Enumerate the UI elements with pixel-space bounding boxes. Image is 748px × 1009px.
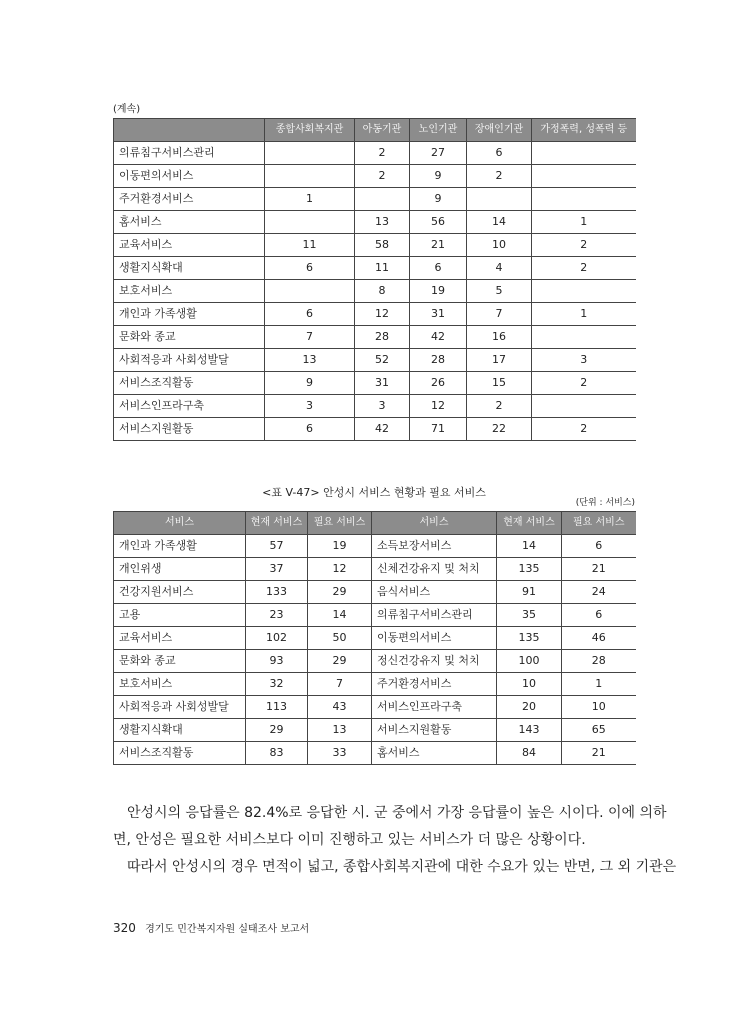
table-cell: 13: [308, 719, 372, 742]
row-label: 개인과 가족생활: [114, 303, 265, 326]
table-cell: 12: [355, 303, 410, 326]
table-cell: 12: [308, 558, 372, 581]
table-cell: [532, 165, 636, 188]
row-label: 문화와 종교: [114, 326, 265, 349]
table-cell: 57: [246, 535, 308, 558]
table-cell: 102: [246, 627, 308, 650]
paragraph-line-1: 안성시의 응답률은 82.4%로 응답한 시. 군 중에서 가장 응답률이 높은 시이다. 이에 의하: [127, 805, 667, 821]
table-cell: 42: [355, 418, 410, 441]
table-cell: 2: [532, 257, 636, 280]
table-cell: 13: [265, 349, 355, 372]
table-cell: [265, 142, 355, 165]
row-label: 개인과 가족생활: [114, 535, 246, 558]
table-cell: 2: [532, 372, 636, 395]
continued-label: (계속): [113, 104, 141, 115]
table-row: [114, 742, 636, 765]
table-cell: [532, 142, 636, 165]
table-cell: 58: [355, 234, 410, 257]
table-cell: 21: [562, 558, 636, 581]
table-row: [114, 604, 636, 627]
table-cell: 65: [562, 719, 636, 742]
column-header: 서비스: [114, 512, 246, 535]
table-cell: 42: [410, 326, 467, 349]
table-cell: 2: [467, 395, 532, 418]
table-cell: [467, 188, 532, 211]
row-label: 이동편의서비스: [114, 165, 265, 188]
table-cell: 133: [246, 581, 308, 604]
table-row: [114, 165, 636, 188]
table-unit: (단위 : 서비스): [575, 498, 635, 508]
table-cell: 56: [410, 211, 467, 234]
table-cell: [532, 395, 636, 418]
table-cell: 19: [308, 535, 372, 558]
row-label: 고용: [114, 604, 246, 627]
table-header-row: [114, 119, 636, 142]
row-label: 서비스인프라구축: [372, 696, 497, 719]
table-cell: 14: [467, 211, 532, 234]
row-label: 서비스조직활동: [114, 372, 265, 395]
table-cell: 14: [497, 535, 562, 558]
table-cell: 46: [562, 627, 636, 650]
row-label: 이동편의서비스: [372, 627, 497, 650]
table-header-row: [114, 512, 636, 535]
table-cell: [265, 165, 355, 188]
table-cell: 3: [355, 395, 410, 418]
row-label: 서비스조직활동: [114, 742, 246, 765]
table-cell: [265, 280, 355, 303]
paragraph-line-3: 따라서 안성시의 경우 면적이 넓고, 종합사회복지관에 대한 수요가 있는 반면, 그 외 기관은: [127, 859, 677, 875]
column-header: 가정폭력, 성폭력 등: [532, 119, 636, 142]
table-cell: 1: [265, 188, 355, 211]
table-cell: 28: [410, 349, 467, 372]
table-cell: 50: [308, 627, 372, 650]
table-row: [114, 303, 636, 326]
table-cell: 43: [308, 696, 372, 719]
table-row: [114, 211, 636, 234]
table-cell: 6: [562, 604, 636, 627]
table-cell: 71: [410, 418, 467, 441]
table-cell: 2: [532, 234, 636, 257]
table-cell: 6: [265, 418, 355, 441]
column-header: 현재 서비스: [497, 512, 562, 535]
column-header: 아동기관: [355, 119, 410, 142]
row-label: 음식서비스: [372, 581, 497, 604]
table-cell: 27: [410, 142, 467, 165]
table-cell: 32: [246, 673, 308, 696]
table-row: [114, 188, 636, 211]
row-label: 신체건강유지 및 처치: [372, 558, 497, 581]
table-row: [114, 627, 636, 650]
row-label: 보호서비스: [114, 673, 246, 696]
table-cell: 20: [497, 696, 562, 719]
table-cell: 13: [355, 211, 410, 234]
table-cell: 14: [308, 604, 372, 627]
table-cell: 29: [308, 650, 372, 673]
table-cell: 16: [467, 326, 532, 349]
table-cell: 29: [308, 581, 372, 604]
table-cell: 1: [532, 211, 636, 234]
table-cell: 9: [410, 188, 467, 211]
anseong-services-table: [113, 511, 636, 765]
table-row: [114, 535, 636, 558]
table-cell: 3: [532, 349, 636, 372]
table-cell: 143: [497, 719, 562, 742]
row-label: 교육서비스: [114, 627, 246, 650]
table-cell: 2: [467, 165, 532, 188]
table-row: [114, 581, 636, 604]
table-cell: 9: [265, 372, 355, 395]
table-cell: 21: [410, 234, 467, 257]
table-cell: 135: [497, 558, 562, 581]
row-label: 홈서비스: [114, 211, 265, 234]
table-cell: 8: [355, 280, 410, 303]
column-header: 필요 서비스: [308, 512, 372, 535]
column-header: [114, 119, 265, 142]
table-cell: [532, 326, 636, 349]
table-cell: 28: [562, 650, 636, 673]
table-row: [114, 650, 636, 673]
row-label: 소득보장서비스: [372, 535, 497, 558]
row-label: 문화와 종교: [114, 650, 246, 673]
table-cell: 35: [497, 604, 562, 627]
table-cell: 31: [410, 303, 467, 326]
row-label: 서비스지원활동: [114, 418, 265, 441]
table-row: [114, 142, 636, 165]
table-cell: [265, 211, 355, 234]
table-row: [114, 234, 636, 257]
table-cell: [355, 188, 410, 211]
row-label: 보호서비스: [114, 280, 265, 303]
table-row: [114, 418, 636, 441]
table-cell: 21: [562, 742, 636, 765]
table-cell: 10: [562, 696, 636, 719]
table-cell: 7: [265, 326, 355, 349]
table-cell: 84: [497, 742, 562, 765]
table-cell: [532, 280, 636, 303]
row-label: 서비스인프라구축: [114, 395, 265, 418]
table-row: [114, 673, 636, 696]
table-cell: 7: [308, 673, 372, 696]
table-cell: 83: [246, 742, 308, 765]
table-cell: 9: [410, 165, 467, 188]
table-cell: 2: [355, 142, 410, 165]
report-title: 경기도 민간복지자원 실태조사 보고서: [145, 924, 310, 935]
row-label: 주거환경서비스: [372, 673, 497, 696]
table-cell: 22: [467, 418, 532, 441]
table-row: [114, 349, 636, 372]
table-row: [114, 280, 636, 303]
table-cell: 10: [467, 234, 532, 257]
table-cell: [532, 188, 636, 211]
table-row: [114, 719, 636, 742]
table-cell: 17: [467, 349, 532, 372]
column-header: 노인기관: [410, 119, 467, 142]
table-cell: 11: [355, 257, 410, 280]
table-cell: 31: [355, 372, 410, 395]
table-cell: 24: [562, 581, 636, 604]
table-cell: 6: [467, 142, 532, 165]
table-cell: 6: [265, 303, 355, 326]
row-label: 사회적응과 사회성발달: [114, 349, 265, 372]
table-cell: 19: [410, 280, 467, 303]
row-label: 건강지원서비스: [114, 581, 246, 604]
row-label: 홈서비스: [372, 742, 497, 765]
row-label: 교육서비스: [114, 234, 265, 257]
table-cell: 28: [355, 326, 410, 349]
row-label: 사회적응과 사회성발달: [114, 696, 246, 719]
column-header: 필요 서비스: [562, 512, 636, 535]
table-cell: 26: [410, 372, 467, 395]
table-cell: 11: [265, 234, 355, 257]
table-row: [114, 558, 636, 581]
row-label: 주거환경서비스: [114, 188, 265, 211]
table-cell: 3: [265, 395, 355, 418]
table-cell: 2: [355, 165, 410, 188]
table-row: [114, 257, 636, 280]
table-cell: 29: [246, 719, 308, 742]
table-cell: 10: [497, 673, 562, 696]
table-cell: 100: [497, 650, 562, 673]
table-cell: 1: [562, 673, 636, 696]
column-header: 장애인기관: [467, 119, 532, 142]
table-cell: 6: [265, 257, 355, 280]
table-caption: <표 V-47> 안성시 서비스 현황과 필요 서비스: [262, 486, 486, 499]
row-label: 생활지식확대: [114, 719, 246, 742]
paragraph-line-2: 면, 안성은 필요한 서비스보다 이미 진행하고 있는 서비스가 더 많은 상황이다.: [113, 832, 586, 848]
table-cell: 6: [562, 535, 636, 558]
table-row: [114, 395, 636, 418]
row-label: 의류침구서비스관리: [114, 142, 265, 165]
column-header: 서비스: [372, 512, 497, 535]
table-cell: 91: [497, 581, 562, 604]
column-header: 현재 서비스: [246, 512, 308, 535]
row-label: 개인위생: [114, 558, 246, 581]
table-cell: 15: [467, 372, 532, 395]
table-cell: 1: [532, 303, 636, 326]
table-cell: 4: [467, 257, 532, 280]
table-row: [114, 326, 636, 349]
table-cell: 93: [246, 650, 308, 673]
page-footer: [113, 920, 309, 935]
row-label: 서비스지원활동: [372, 719, 497, 742]
row-label: 정신건강유지 및 처치: [372, 650, 497, 673]
table-cell: 33: [308, 742, 372, 765]
table-row: [114, 372, 636, 395]
table-cell: 23: [246, 604, 308, 627]
table-row: [114, 696, 636, 719]
row-label: 생활지식확대: [114, 257, 265, 280]
table-cell: 37: [246, 558, 308, 581]
table-cell: 12: [410, 395, 467, 418]
column-header: 종합사회복지관: [265, 119, 355, 142]
page-number: 320: [113, 921, 136, 935]
table-cell: 2: [532, 418, 636, 441]
row-label: 의류침구서비스관리: [372, 604, 497, 627]
table-cell: 7: [467, 303, 532, 326]
table-cell: 113: [246, 696, 308, 719]
table-cell: 52: [355, 349, 410, 372]
table-cell: 5: [467, 280, 532, 303]
agency-services-table: [113, 118, 636, 441]
table-cell: 135: [497, 627, 562, 650]
table-cell: 6: [410, 257, 467, 280]
